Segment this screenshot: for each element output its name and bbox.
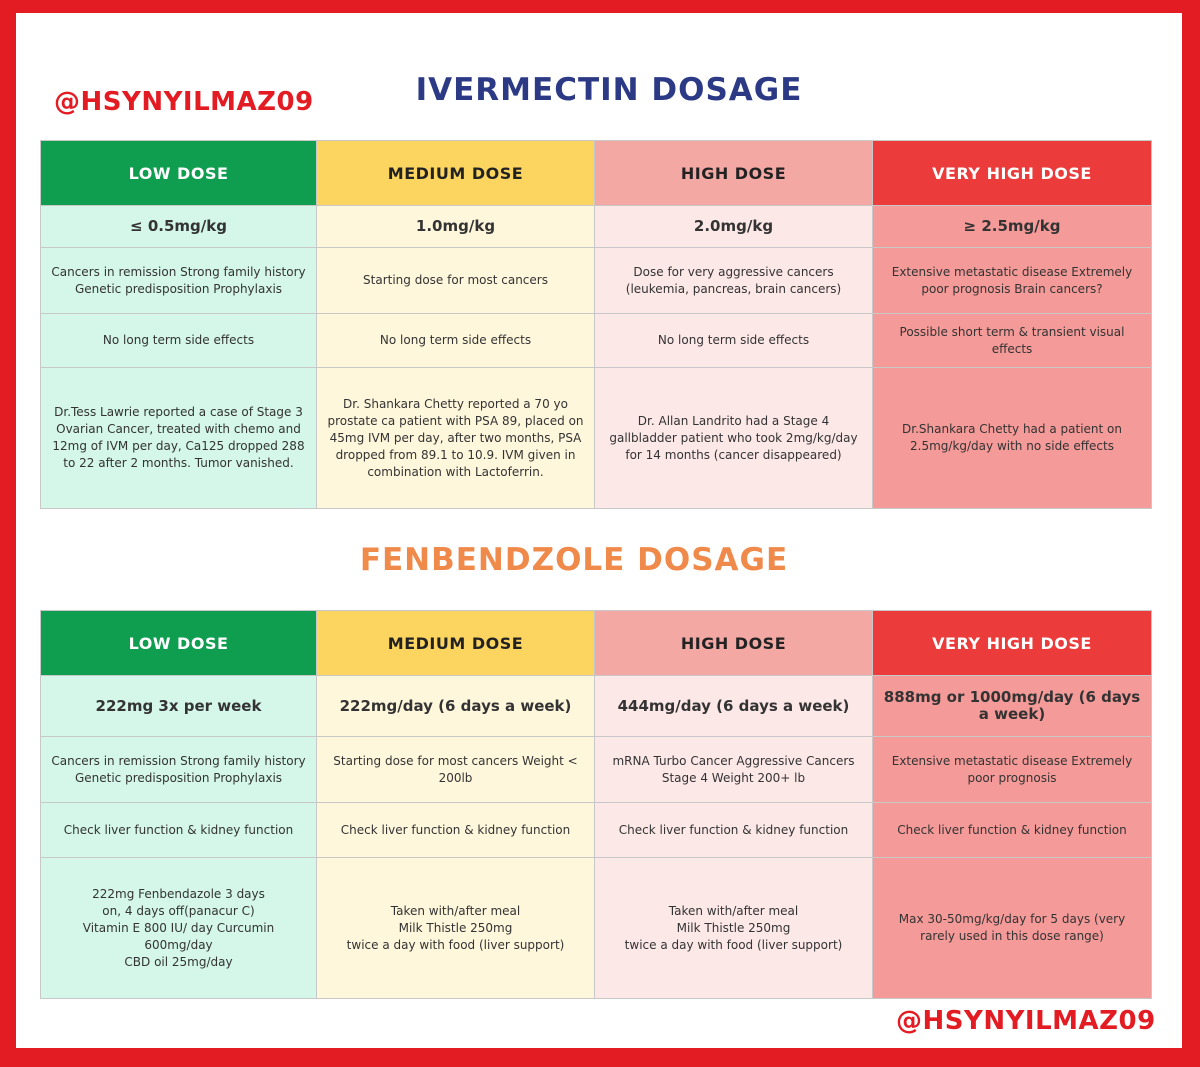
indication-cell: mRNA Turbo Cancer Aggressive Cancers Stage 4 Weight 200+ lb xyxy=(595,737,873,803)
author-handle-top: @HSYNYILMAZ09 xyxy=(54,87,314,117)
fenbendazole-title: FENBENDZOLE DOSAGE xyxy=(359,542,789,578)
table-row xyxy=(41,803,1152,858)
monitoring-cell: Check liver function & kidney function xyxy=(595,803,873,858)
side-effects-cell: No long term side effects xyxy=(41,314,317,368)
indication-cell: Starting dose for most cancers xyxy=(317,248,595,314)
header-high-dose: HIGH DOSE xyxy=(595,611,873,676)
case-report-cell: Dr. Allan Landrito had a Stage 4 gallbladder patient who took 2mg/kg/day for 14 months (cancer disappeared) xyxy=(595,368,873,509)
monitoring-cell: Check liver function & kidney function xyxy=(317,803,595,858)
table-row xyxy=(41,206,1152,248)
indication-cell: Starting dose for most cancers Weight < 200lb xyxy=(317,737,595,803)
notes-cell xyxy=(595,858,873,999)
fenbendazole-dosage-table xyxy=(40,610,1152,999)
amount-cell: 222mg/day (6 days a week) xyxy=(317,676,595,737)
side-effects-cell: No long term side effects xyxy=(595,314,873,368)
indication-cell: Dose for very aggressive cancers (leukemia, pancreas, brain cancers) xyxy=(595,248,873,314)
side-effects-cell: No long term side effects xyxy=(317,314,595,368)
indication-cell: Extensive metastatic disease Extremely poor prognosis xyxy=(873,737,1152,803)
amount-cell: 2.0mg/kg xyxy=(595,206,873,248)
header-medium-dose: MEDIUM DOSE xyxy=(317,611,595,676)
ivermectin-title: IVERMECTIN DOSAGE xyxy=(415,72,803,108)
table-row xyxy=(41,248,1152,314)
note-line: Taken with/after meal xyxy=(390,903,521,918)
page-frame xyxy=(16,13,1182,1048)
header-low-dose: LOW DOSE xyxy=(41,611,317,676)
indication-cell: Cancers in remission Strong family history Genetic predisposition Prophylaxis xyxy=(41,248,317,314)
notes-cell xyxy=(41,858,317,999)
note-line: 222mg Fenbendazole 3 days xyxy=(92,886,265,901)
note-line: twice a day with food (liver support) xyxy=(346,937,565,952)
side-effects-cell: Possible short term & transient visual effects xyxy=(873,314,1152,368)
table-row xyxy=(41,676,1152,737)
header-very-high-dose: VERY HIGH DOSE xyxy=(873,611,1152,676)
ivermectin-dosage-table xyxy=(40,140,1152,509)
header-high-dose: HIGH DOSE xyxy=(595,141,873,206)
table-row xyxy=(41,368,1152,509)
note-line: Vitamin E 800 IU/ day Curcumin 600mg/day xyxy=(82,920,275,952)
amount-cell: 1.0mg/kg xyxy=(317,206,595,248)
note-line: Milk Thistle 250mg xyxy=(676,920,791,935)
note-line: on, 4 days off(panacur C) xyxy=(102,903,255,918)
table-row xyxy=(41,737,1152,803)
note-line: CBD oil 25mg/day xyxy=(124,954,233,969)
author-handle-bottom: @HSYNYILMAZ09 xyxy=(896,1006,1156,1036)
case-report-cell: Dr.Shankara Chetty had a patient on 2.5mg/kg/day with no side effects xyxy=(873,368,1152,509)
notes-cell: Max 30-50mg/kg/day for 5 days (very rarely used in this dose range) xyxy=(873,858,1152,999)
table-row xyxy=(41,858,1152,999)
indication-cell: Cancers in remission Strong family history Genetic predisposition Prophylaxis xyxy=(41,737,317,803)
header-medium-dose: MEDIUM DOSE xyxy=(317,141,595,206)
monitoring-cell: Check liver function & kidney function xyxy=(873,803,1152,858)
note-line: Milk Thistle 250mg xyxy=(398,920,513,935)
amount-cell: ≥ 2.5mg/kg xyxy=(873,206,1152,248)
case-report-cell: Dr. Shankara Chetty reported a 70 yo prostate ca patient with PSA 89, placed on 45mg IVM per day, after two months, PSA dropped from 89.1 to 10.9. IVM given in combination with Lactoferrin. xyxy=(317,368,595,509)
notes-cell xyxy=(317,858,595,999)
note-line: Taken with/after meal xyxy=(668,903,799,918)
note-line: twice a day with food (liver support) xyxy=(624,937,843,952)
case-report-cell: Dr.Tess Lawrie reported a case of Stage 3 Ovarian Cancer, treated with chemo and 12mg of IVM per day, Ca125 dropped 288 to 22 after 2 months. Tumor vanished. xyxy=(41,368,317,509)
amount-cell: 888mg or 1000mg/day (6 days a week) xyxy=(873,676,1152,737)
amount-cell: ≤ 0.5mg/kg xyxy=(41,206,317,248)
amount-cell: 444mg/day (6 days a week) xyxy=(595,676,873,737)
table-row xyxy=(41,611,1152,676)
table-row xyxy=(41,314,1152,368)
amount-cell: 222mg 3x per week xyxy=(41,676,317,737)
header-low-dose: LOW DOSE xyxy=(41,141,317,206)
indication-cell: Extensive metastatic disease Extremely poor prognosis Brain cancers? xyxy=(873,248,1152,314)
monitoring-cell: Check liver function & kidney function xyxy=(41,803,317,858)
header-very-high-dose: VERY HIGH DOSE xyxy=(873,141,1152,206)
table-row xyxy=(41,141,1152,206)
